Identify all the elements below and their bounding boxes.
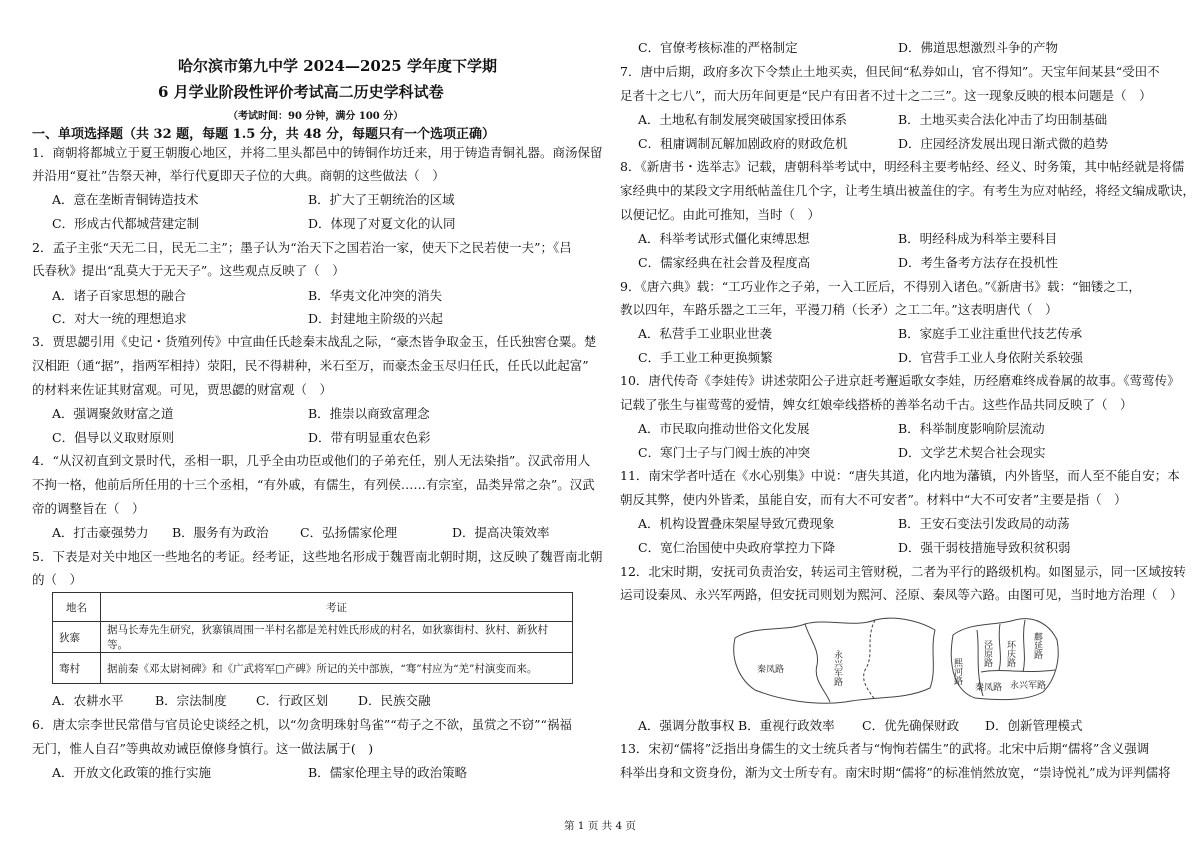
q3-option-a: A．强调聚敛财富之道 <box>52 406 174 421</box>
map-label-fuyan: 鄜延路 <box>1032 632 1042 659</box>
q10-option-d: D．文学艺术契合社会现实 <box>898 445 1046 460</box>
q13-line2: 科举出身和文资身份，渐为文士所专有。南宋时期“儒将”的标准悄然放宽，“崇诗悦礼”成为评判儒将 <box>620 765 1171 780</box>
q1-option-d: D．体现了对夏文化的认同 <box>308 216 456 231</box>
q8-option-d: D．考生备考方法存在投机性 <box>898 255 1059 270</box>
q8-line1: 8．《新唐书・选举志》记载，唐朝科举考试中，明经科主要考帖经、经义、时务策，其中帖经就是将儒 <box>620 159 1185 174</box>
q7-option-a: A．土地私有制发展突破国家授田体系 <box>638 112 848 127</box>
table-cell: 骞村 <box>53 653 101 684</box>
q7-option-d: D．庄园经济发展出现日渐式微的趋势 <box>898 136 1109 151</box>
q1-line1: 1．商朝将都城立于夏王朝腹心地区，并将二里头都邑中的铸铜作坊迁来，用于铸造青铜礼器。商汤保留 <box>32 145 603 160</box>
q9-option-b: B．家庭手工业注重世代技艺传承 <box>898 326 1083 341</box>
exam-title-line2: 6 月学业阶段性评价考试高二历史学科试卷 <box>158 83 444 101</box>
q3-option-b: B．推崇以商致富理念 <box>308 406 430 421</box>
q4-option-d: D．提高决策效率 <box>452 525 550 540</box>
q4-option-a: A．打击豪强势力 <box>52 525 149 540</box>
q12-option-b: B．重视行政效率 <box>738 718 835 733</box>
map-right-divider-4 <box>981 670 1055 672</box>
q9-option-a: A．私营手工业职业世袭 <box>638 326 773 341</box>
q11-line2: 朝反其弊，使内外皆柔，虽能自安，而有大不可安者”。材料中“大不可安者”主要是指（ ） <box>620 492 1127 507</box>
q6-line2: 无门，惟人自召”等典故劝诫臣僚修身慎行。这一做法属于( ) <box>32 741 374 756</box>
q4-option-c: C．弘扬儒家伦理 <box>300 525 398 540</box>
q11-line1: 11．南宋学者叶适在《水心别集》中说：“唐失其道，化内地为藩镇，内外皆坚，而人至不能自安；本 <box>620 468 1180 483</box>
map-label-yongxingjun-2: 永兴军路 <box>1010 681 1047 691</box>
map-label-xihe: 熙河路 <box>952 658 962 685</box>
q10-option-c: C．寒门士子与门阀士族的冲突 <box>638 445 811 460</box>
q8-option-b: B．明经科成为科举主要科目 <box>898 231 1058 246</box>
q1-option-b: B．扩大了王朝统治的区域 <box>308 192 455 207</box>
table-header-cell: 考证 <box>101 593 573 622</box>
q6-option-a: A．开放文化政策的推行实施 <box>52 765 212 780</box>
q7-line1: 7．唐中后期，政府多次下令禁止土地买卖，但民间“私券如山，官不得知”。天宝年间某县“受田不 <box>620 64 1160 79</box>
q11-option-b: B．王安石变法引发政局的动荡 <box>898 516 1070 531</box>
q10-line2: 记载了张生与崔莺莺的爱情，婢女红娘牵线搭桥的善举名动千古。这些作品共同反映了（ ） <box>620 397 1133 412</box>
q11-option-d: D．强干弱枝措施导致积贫积弱 <box>898 540 1071 555</box>
section-heading: 一、单项选择题（共 32 题，每题 1.5 分，共 48 分，每题只有一个选项正确） <box>32 127 495 142</box>
table-header-row <box>53 593 573 622</box>
table-cell: 狄寨 <box>53 622 101 653</box>
map-label-jingyuan: 泾原路 <box>982 640 992 667</box>
q4-line1: 4．“从汉初直到文景时代，丞相一职，几乎全由功臣或他们的子弟充任，别人无法染指”。汉武帝用人 <box>32 453 591 468</box>
q2-option-a: A．诸子百家思想的融合 <box>52 288 187 303</box>
q9-option-c: C．手工业工种更换频繁 <box>638 350 773 365</box>
q3-line3: 的材料来佐证其财富观。可见，贾思勰的财富观（ ） <box>32 382 333 397</box>
q2-option-c: C．对大一统的理想追求 <box>52 311 187 326</box>
q12-line2: 运司设秦凤、永兴军两路，但安抚司则划为熙河、泾原、秦凤等六路。由图可见，当时地方治理（ ） <box>620 587 1183 602</box>
q5-option-a: A．农耕水平 <box>52 693 124 708</box>
q3-option-c: C．倡导以义取财原则 <box>52 430 175 445</box>
place-name-table <box>52 592 573 684</box>
exam-title-line1: 哈尔滨市第九中学 2024—2025 学年度下学期 <box>178 57 497 75</box>
q3-line1: 3．贾思勰引用《史记・货殖列传》中宣曲任氏趁秦末战乱之际，“豪杰皆争取金玉，任氏独窖仓粟。楚 <box>32 334 597 349</box>
map-right-divider-3 <box>1023 620 1025 672</box>
q1-option-a: A．意在垄断青铜铸造技术 <box>52 192 199 207</box>
q12-option-c: C．优先确保财政 <box>862 718 960 733</box>
q7-option-c: C．租庸调制瓦解加剧政府的财政危机 <box>638 136 848 151</box>
q5-line2: 的（ ） <box>32 572 83 587</box>
map-label-huanqing: 环庆路 <box>1005 640 1015 667</box>
song-circuits-map <box>725 610 1065 710</box>
q5-option-d: D．民族交融 <box>358 693 431 708</box>
table-header-cell: 地名 <box>53 593 101 622</box>
q8-option-c: C．儒家经典在社会普及程度高 <box>638 255 811 270</box>
map-label-qinfeng: 秦凤路 <box>757 665 785 675</box>
q5-option-c: C．行政区划 <box>256 693 329 708</box>
q9-option-d: D．官营手工业人身依附关系较强 <box>898 350 1084 365</box>
q8-line3: 以便记忆。由此可推知，当时（ ） <box>620 207 821 222</box>
q2-option-b: B．华夷文化冲突的消失 <box>308 288 443 303</box>
q11-option-c: C．宽仁治国使中央政府掌控力下降 <box>638 540 836 555</box>
table-cell: 据前秦《邓太尉祠碑》和《广武将军□产碑》所记的关中部族，“骞”村应为“羌”村演变而来。 <box>101 653 573 684</box>
table-row <box>53 622 573 653</box>
q4-line3: 帝的调整旨在（ ） <box>32 501 145 516</box>
q10-option-a: A．市民取向推动世俗文化发展 <box>638 421 810 436</box>
map-left-divider-1 <box>805 624 830 702</box>
table-row <box>53 653 573 684</box>
q2-option-d: D．封建地主阶级的兴起 <box>308 311 444 326</box>
q7-option-b: B．土地买卖合法化冲击了均田制基础 <box>898 112 1108 127</box>
map-label-yongxingjun: 永兴军路 <box>832 650 842 686</box>
q11-option-a: A．机构设置叠床架屋导致冗费现象 <box>638 516 835 531</box>
map-right-divider-2 <box>999 624 1000 670</box>
q8-option-a: A．科举考试形式僵化束缚思想 <box>638 231 810 246</box>
q2-line2: 氏春秋》提出“乱莫大于无天子”。这些观点反映了（ ） <box>32 263 345 278</box>
q7-line2: 足者十之七八”，而大历年间更是“民户有田者不过十之二三”。这一现象反映的根本问题是（ ） <box>620 88 1152 103</box>
q1-option-c: C．形成古代都城营建定制 <box>52 216 200 231</box>
q2-line1: 2．孟子主张“天无二日，民无二主”；墨子认为“治天下之国若治一家，使天下之民若使一夫”；《吕 <box>32 240 572 255</box>
page-footer: 第 1 页 共 4 页 <box>563 820 637 832</box>
q1-line2: 并沿用“夏社”告祭天神，举行代夏即天子位的大典。商朝的这些做法（ ） <box>32 168 445 183</box>
map-left-divider-2 <box>864 620 875 700</box>
q3-line2: 汉相距（通“据”，指两军相持）荥阳，民不得耕种，米石至万，而豪杰金玉尽归任氏，任氏以此起富” <box>32 358 589 373</box>
q6-option-b: B．儒家伦理主导的政治策略 <box>308 765 468 780</box>
q13-line1: 13．宋初“儒将”泛指出身儒生的文士统兵者与“恂恂若儒生”的武将。北宋中后期“儒将”含义强调 <box>620 741 1150 756</box>
q4-option-b: B．服务有为政治 <box>172 525 269 540</box>
q9-line1: 9．《唐六典》载：“工巧业作之子弟，一入工匠后，不得别入诸色。”《新唐书》载：“钿镂之工， <box>620 279 1141 294</box>
q4-line2: 不拘一格，他前后所任用的十三个丞相，“有外戚，有儒生，有列侯……有宗室，品类异常之杂”。汉武 <box>32 477 595 492</box>
map-label-qinfeng-2: 秦凤路 <box>975 683 1003 693</box>
q12-line1: 12．北宋时期，安抚司负责治安，转运司主管财税，二者为平行的路级机构。如图显示，同一区域按转 <box>620 564 1186 579</box>
q10-line1: 10．唐代传奇《李娃传》讲述荥阳公子进京赶考邂逅歌女李娃，历经磨难终成眷属的故事。《莺莺传》 <box>620 373 1180 388</box>
q9-line2: 教以四年，车路乐器之工三年，平漫刀稍（长矛）之工二年。”这表明唐代（ ） <box>620 302 1058 317</box>
q10-option-b: B．科举制度影响阶层流动 <box>898 421 1045 436</box>
q5-option-b: B．宗法制度 <box>155 693 227 708</box>
q12-option-d: D．创新管理模式 <box>985 718 1083 733</box>
q3-option-d: D．带有明显重农色彩 <box>308 430 431 445</box>
q6-option-c: C．官僚考核标准的严格制定 <box>638 40 798 55</box>
q8-line2: 家经典中的某段文字用纸帖盖住几个字，让考生填出被盖住的字。有考生为应对帖经，将经文编成歌诀， <box>620 183 1196 198</box>
q6-option-d: D．佛道思想激烈斗争的产物 <box>898 40 1059 55</box>
q6-line1: 6．唐太宗李世民常借与官员论史谈经之机，以“勿贪明珠射鸟雀”“苟子之不欲，虽赏之不窃”“祸福 <box>32 717 572 732</box>
exam-subtitle: （考试时间：90 分钟，满分 100 分） <box>228 111 404 122</box>
table-cell: 据马长寿先生研究，狄寨镇周围一半村名都是羌村姓氏形成的村名，如狄寨街村、狄村、新狄村等。 <box>101 622 573 653</box>
q12-option-a: A．强调分散事权 <box>638 718 735 733</box>
q5-line1: 5．下表是对关中地区一些地名的考证。经考证，这些地名形成于魏晋南北朝时期，这反映了魏晋南北朝 <box>32 549 603 564</box>
